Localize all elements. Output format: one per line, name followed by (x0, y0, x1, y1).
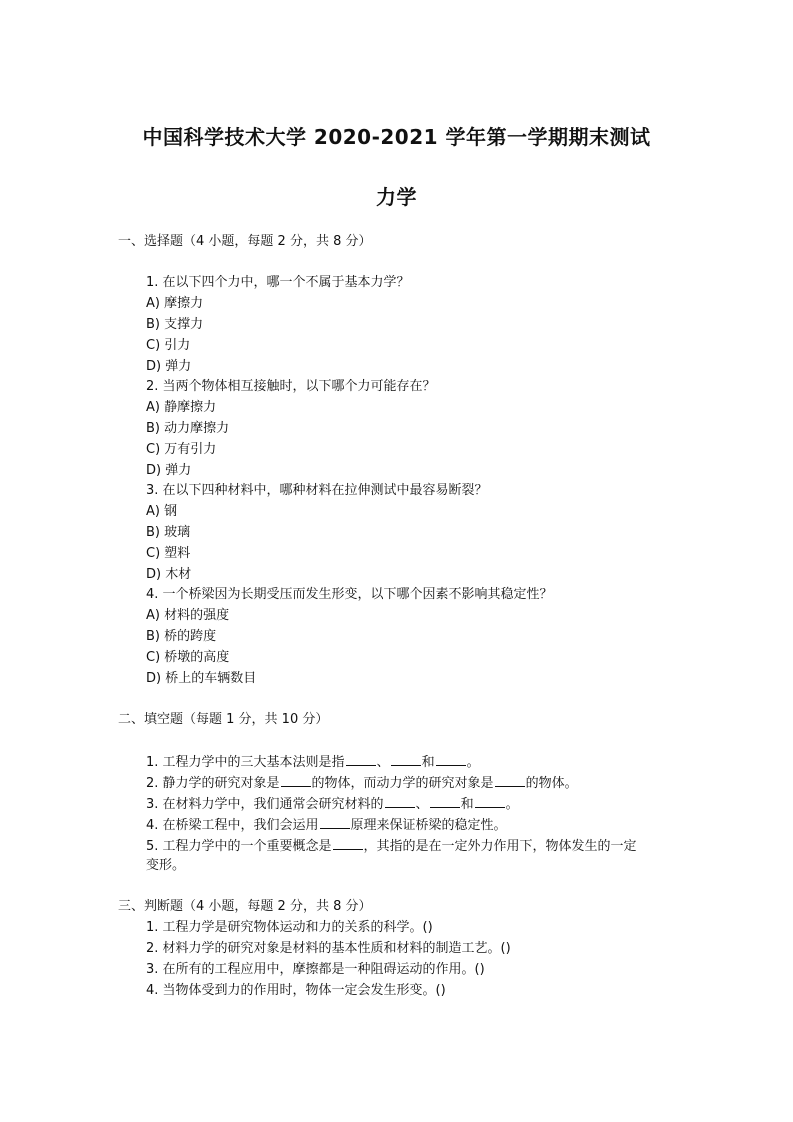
fill-text: 2. 静力学的研究对象是 (146, 776, 280, 791)
question-stem: 4. 一个桥梁因为长期受压而发生形变，以下哪个因素不影响其稳定性？ (146, 587, 553, 602)
blank (346, 752, 376, 766)
fill-text: ，其指的是在一定外力作用下，物体发生的一定 (363, 839, 637, 854)
blank (320, 815, 350, 829)
fill-text: 和 (460, 797, 474, 812)
blank (436, 752, 466, 766)
fill-text: 1. 工程力学中的三大基本法则是指 (146, 755, 345, 770)
option-d: D) 弹力 (146, 463, 192, 478)
option-a: A) 钢 (146, 504, 178, 519)
blank (385, 794, 415, 808)
blank (281, 773, 311, 787)
option-a: A) 摩擦力 (146, 296, 204, 311)
fill-text: 5. 工程力学中的一个重要概念是 (146, 839, 332, 854)
section-heading-fill: 二、填空题（每题 1 分，共 10 分） (118, 712, 329, 727)
option-d: D) 木材 (146, 567, 192, 582)
fill-text: 原理来保证桥梁的稳定性。 (350, 818, 507, 833)
blank (333, 836, 363, 850)
fill-text: 的物体，而动力学的研究对象是 (311, 776, 494, 791)
blank (391, 752, 421, 766)
option-d: D) 桥上的车辆数目 (146, 671, 257, 686)
option-b: B) 桥的跨度 (146, 629, 217, 644)
option-c: C) 塑料 (146, 546, 191, 561)
option-c: C) 万有引力 (146, 442, 217, 457)
option-c: C) 引力 (146, 338, 191, 353)
section-heading-choice: 一、选择题（4 小题，每题 2 分，共 8 分） (118, 234, 372, 249)
fill-text: 。 (505, 797, 519, 812)
fill-question (146, 836, 637, 856)
page-title: 中国科学技术大学 2020-2021 学年第一学期期末测试 (142, 125, 651, 149)
fill-question (146, 752, 480, 772)
fill-text: 的物体。 (525, 776, 578, 791)
blank (430, 794, 460, 808)
option-a: A) 材料的强度 (146, 608, 230, 623)
blank (495, 773, 525, 787)
option-d: D) 弹力 (146, 359, 192, 374)
fill-text: 3. 在材料力学中，我们通常会研究材料的 (146, 797, 384, 812)
fill-question-continuation: 变形。 (146, 858, 186, 873)
blank (475, 794, 505, 808)
question-stem: 1. 在以下四个力中，哪一个不属于基本力学？ (146, 275, 410, 290)
option-b: B) 动力摩擦力 (146, 421, 230, 436)
fill-text: 。 (466, 755, 480, 770)
fill-question (146, 815, 507, 835)
fill-question (146, 794, 519, 814)
option-c: C) 桥墩的高度 (146, 650, 230, 665)
fill-text: 、 (415, 797, 429, 812)
fill-text: 、 (376, 755, 390, 770)
option-b: B) 玻璃 (146, 525, 191, 540)
section-heading-judge: 三、判断题（4 小题，每题 2 分，共 8 分） (118, 899, 372, 914)
question-stem: 2. 当两个物体相互接触时，以下哪个力可能存在？ (146, 379, 436, 394)
fill-question (146, 773, 578, 793)
question-stem: 3. 在以下四种材料中，哪种材料在拉伸测试中最容易断裂？ (146, 483, 488, 498)
fill-text: 4. 在桥梁工程中，我们会运用 (146, 818, 319, 833)
judge-item: 1. 工程力学是研究物体运动和力的关系的科学。() (146, 920, 433, 935)
judge-item: 2. 材料力学的研究对象是材料的基本性质和材料的制造工艺。() (146, 941, 511, 956)
option-b: B) 支撑力 (146, 317, 204, 332)
judge-item: 3. 在所有的工程应用中，摩擦都是一种阻碍运动的作用。() (146, 962, 485, 977)
option-a: A) 静摩擦力 (146, 400, 217, 415)
fill-text: 和 (421, 755, 435, 770)
subject-title: 力学 (376, 185, 417, 209)
judge-item: 4. 当物体受到力的作用时，物体一定会发生形变。() (146, 983, 446, 998)
